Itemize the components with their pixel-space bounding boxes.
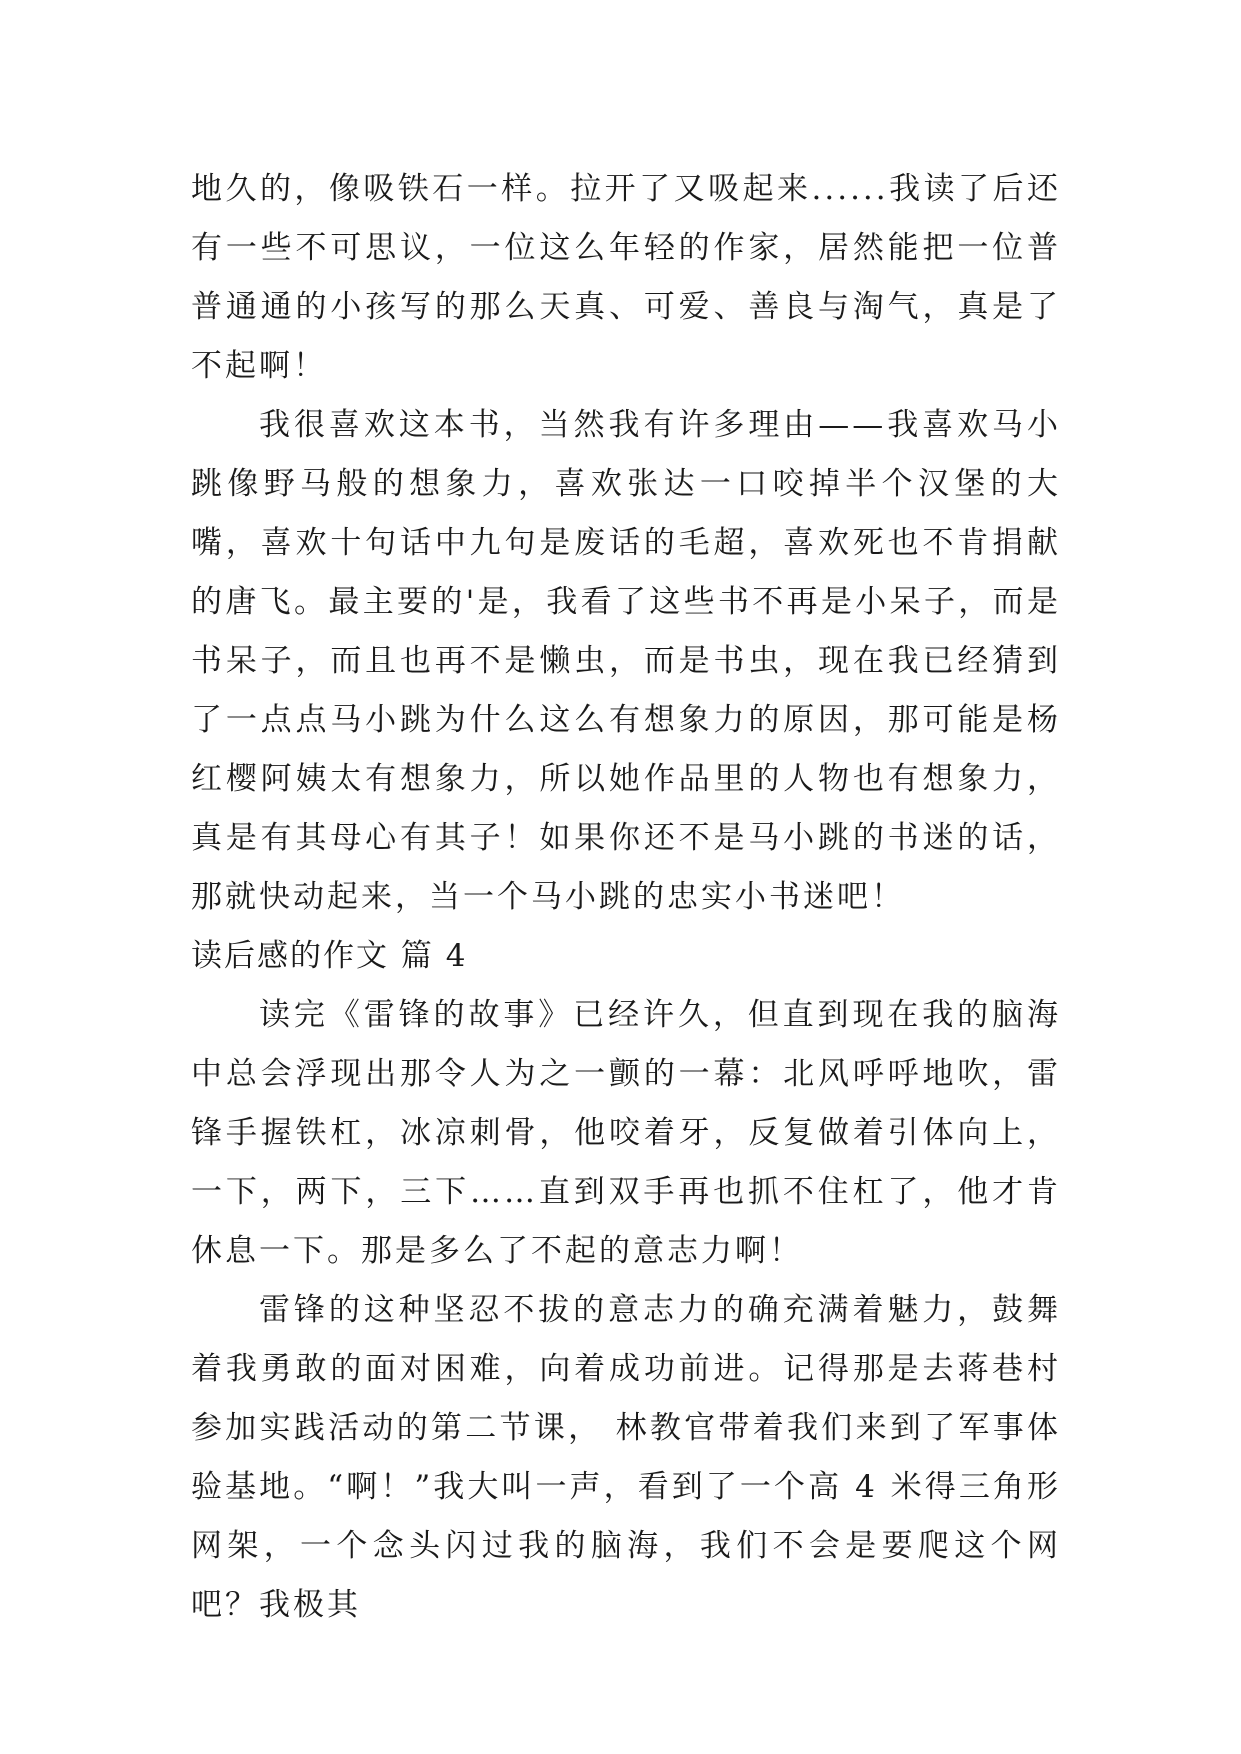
- paragraph-2: 我很喜欢这本书，当然我有许多理由——我喜欢马小跳像野马般的想象力，喜欢张达一口咬掉半个汉堡的大嘴，喜欢十句话中九句是废话的毛超，喜欢死也不肯捐献的唐飞。最主要的'是，我看了这些书不再是小呆子，而是书呆子，而且也再不是懒虫，而是书虫，现在我已经猜到了一点点马小跳为什么这么有想象力的原因，那可能是杨红樱阿姨太有想象力，所以她作品里的人物也有想象力，真是有其母心有其子！如果你还不是马小跳的书迷的话，那就快动起来，当一个马小跳的忠实小书迷吧！: [191, 407, 1061, 915]
- section-heading: 读后感的作文 篇 4: [191, 938, 468, 974]
- paragraph-3: 读完《雷锋的故事》已经许久，但直到现在我的脑海中总会浮现出那令人为之一颤的一幕：北风呼呼地吹，雷锋手握铁杠，冰凉刺骨，他咬着牙，反复做着引体向上，一下，两下，三下……直到双手再也抓不住杠了，他才肯休息一下。那是多么了不起的意志力啊！: [191, 997, 1061, 1269]
- document-body: [191, 160, 1061, 1635]
- paragraph-4: 雷锋的这种坚忍不拔的意志力的确充满着魅力，鼓舞着我勇敢的面对困难，向着成功前进。记得那是去蒋巷村参加实践活动的第二节课， 林教官带着我们来到了军事体验基地。“啊！”我大叫一声，看到了一个高 4 米得三角形网架，一个念头闪过我的脑海，我们不会是要爬这个网吧？我极其: [191, 1292, 1061, 1623]
- paragraph-1: 地久的，像吸铁石一样。拉开了又吸起来......我读了后还有一些不可思议，一位这么年轻的作家，居然能把一位普普通通的小孩写的那么天真、可爱、善良与淘气，真是了不起啊！: [191, 171, 1061, 384]
